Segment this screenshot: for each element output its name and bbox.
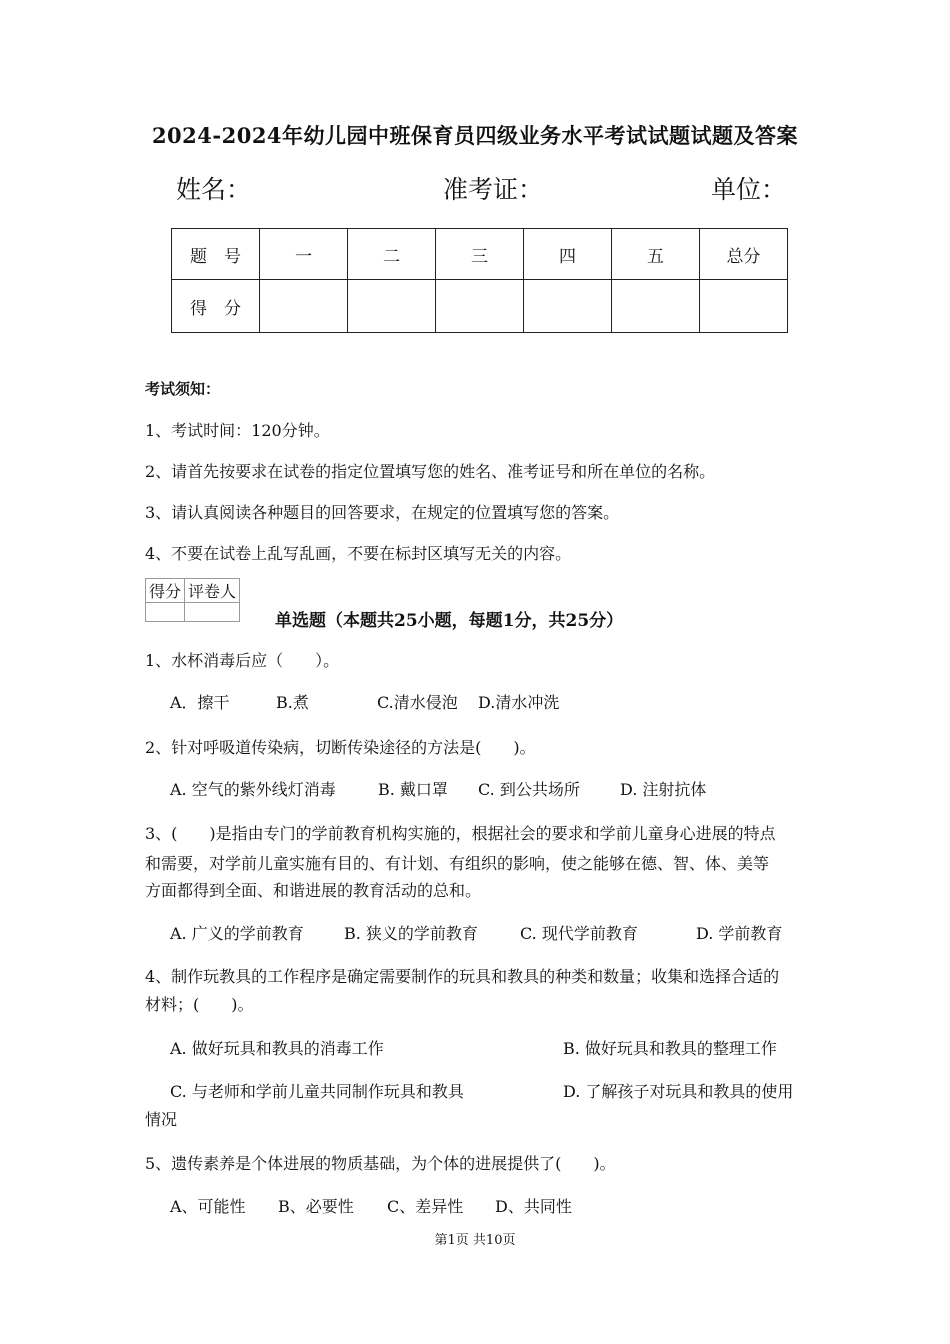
option-a[interactable]: A. 空气的紫外线灯消毒 <box>170 780 336 799</box>
score-cell: 一 <box>260 229 348 280</box>
option-c[interactable]: C.清水侵泡 <box>377 693 458 712</box>
score-cell: 总分 <box>700 229 788 280</box>
grader-score-label: 得分 <box>146 579 185 603</box>
score-cell: 得 分 <box>172 280 260 333</box>
page-footer: 第1页 共10页 <box>434 1233 516 1248</box>
option-c[interactable]: C. 与老师和学前儿童共同制作玩具和教具 <box>170 1082 464 1101</box>
option-c[interactable]: C. 现代学前教育 <box>520 924 638 943</box>
option-a[interactable]: A. 广义的学前教育 <box>170 924 304 943</box>
score-table-header-row <box>172 229 788 280</box>
option-b[interactable]: B. 戴口罩 <box>378 780 448 799</box>
notice-item: 1、考试时间：120分钟。 <box>145 421 330 440</box>
notice-heading: 考试须知： <box>145 380 221 398</box>
option-b[interactable]: B.煮 <box>276 693 309 712</box>
option-c[interactable]: C、差异性 <box>387 1197 464 1216</box>
score-cell: 三 <box>436 229 524 280</box>
option-a[interactable]: A、可能性 <box>170 1197 246 1216</box>
section-title: 单选题（本题共25小题，每题1分，共25分） <box>275 611 624 631</box>
option-d[interactable]: D、共同性 <box>495 1197 572 1216</box>
score-input-cell[interactable] <box>524 280 612 333</box>
question-stem: 5、遗传素养是个体进展的物质基础，为个体的进展提供了( )。 <box>145 1154 616 1173</box>
exam-title: 2024-2024年幼儿园中班保育员四级业务水平考试试题试题及答案 <box>151 123 799 148</box>
notice-item: 3、请认真阅读各种题目的回答要求，在规定的位置填写您的答案。 <box>145 503 620 522</box>
score-input-cell[interactable] <box>348 280 436 333</box>
option-b[interactable]: B. 狭义的学前教育 <box>344 924 478 943</box>
score-cell: 二 <box>348 229 436 280</box>
question-stem: 和需要，对学前儿童实施有目的、有计划、有组织的影响，使之能够在德、智、体、美等 <box>145 854 770 873</box>
unit-label: 单位： <box>711 175 787 204</box>
option-a[interactable]: A. 做好玩具和教具的消毒工作 <box>170 1039 384 1058</box>
notice-item: 2、请首先按要求在试卷的指定位置填写您的姓名、准考证号和所在单位的名称。 <box>145 462 716 481</box>
score-cell: 题 号 <box>172 229 260 280</box>
grader-name-label: 评卷人 <box>185 579 240 603</box>
option-d[interactable]: D.清水冲洗 <box>478 693 560 712</box>
option-a[interactable]: A．擦干 <box>170 693 230 712</box>
grader-box <box>145 578 240 622</box>
exam-id-label: 准考证： <box>443 175 544 204</box>
option-d[interactable]: D. 学前教育 <box>696 924 783 943</box>
option-d[interactable]: D. 了解孩子对玩具和教具的使用 <box>563 1082 794 1101</box>
question-stem: 材料；( )。 <box>145 995 254 1014</box>
score-input-cell[interactable] <box>700 280 788 333</box>
question-stem: 4、制作玩教具的工作程序是确定需要制作的玩具和教具的种类和数量；收集和选择合适的 <box>145 967 780 986</box>
score-input-cell[interactable] <box>612 280 700 333</box>
option-b[interactable]: B. 做好玩具和教具的整理工作 <box>563 1039 777 1058</box>
grader-name-cell[interactable] <box>185 603 240 622</box>
grader-score-cell[interactable] <box>146 603 185 622</box>
option-b[interactable]: B、必要性 <box>278 1197 354 1216</box>
question-stem: 2、针对呼吸道传染病，切断传染途径的方法是( )。 <box>145 738 536 757</box>
option-c[interactable]: C. 到公共场所 <box>478 780 580 799</box>
score-input-cell[interactable] <box>436 280 524 333</box>
name-label: 姓名： <box>176 175 252 204</box>
score-table-score-row <box>172 280 788 333</box>
score-table <box>171 228 788 333</box>
option-d[interactable]: D. 注射抗体 <box>620 780 707 799</box>
question-stem: 3、( )是指由专门的学前教育机构实施的，根据社会的要求和学前儿童身心进展的特点 <box>145 824 776 843</box>
question-stem: 方面都得到全面、和谐进展的教育活动的总和。 <box>145 881 482 900</box>
score-cell: 五 <box>612 229 700 280</box>
score-cell: 四 <box>524 229 612 280</box>
question-stem: 1、水杯消毒后应（ ）。 <box>145 651 340 670</box>
option-d-continued: 情况 <box>145 1110 178 1129</box>
notice-item: 4、不要在试卷上乱写乱画，不要在标封区填写无关的内容。 <box>145 544 572 563</box>
score-input-cell[interactable] <box>260 280 348 333</box>
